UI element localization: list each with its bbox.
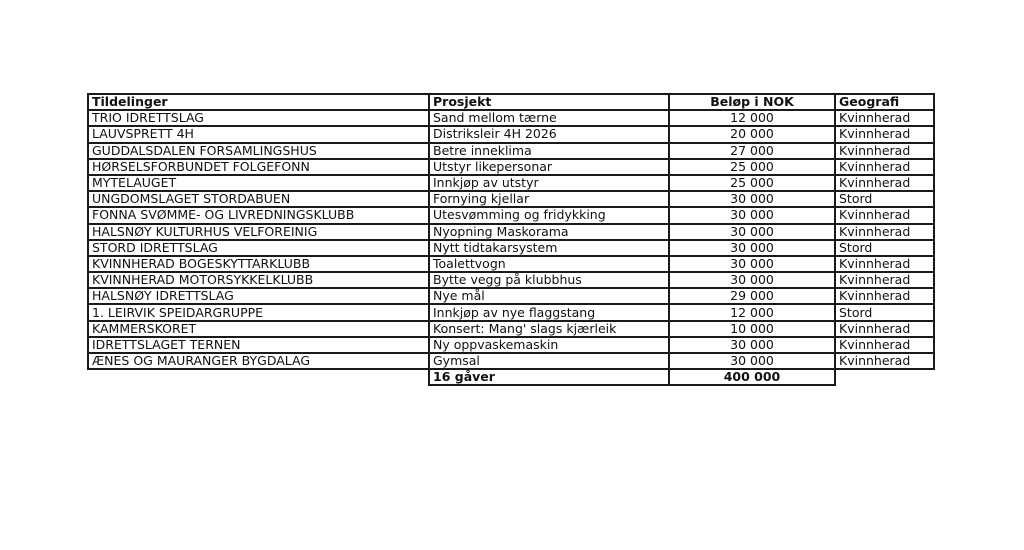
- header-geography: Geografi: [835, 94, 934, 110]
- cell-project: Betre inneklima: [429, 143, 669, 159]
- header-project: Prosjekt: [429, 94, 669, 110]
- table-body: [88, 110, 934, 369]
- cell-amount: 30 000: [669, 191, 835, 207]
- cell-organisation: ÆNES OG MAURANGER BYGDALAG: [88, 353, 429, 369]
- cell-geography: Kvinnherad: [835, 224, 934, 240]
- cell-organisation: MYTELAUGET: [88, 175, 429, 191]
- table-row: [88, 207, 934, 223]
- cell-organisation: LAUVSPRETT 4H: [88, 126, 429, 142]
- cell-geography: Kvinnherad: [835, 272, 934, 288]
- total-label: 16 gåver: [429, 369, 669, 385]
- cell-geography: Kvinnherad: [835, 321, 934, 337]
- table-row: [88, 143, 934, 159]
- cell-project: Nyopning Maskorama: [429, 224, 669, 240]
- cell-geography: Kvinnherad: [835, 207, 934, 223]
- cell-geography: Stord: [835, 240, 934, 256]
- cell-amount: 27 000: [669, 143, 835, 159]
- cell-amount: 30 000: [669, 240, 835, 256]
- cell-project: Konsert: Mang' slags kjærleik: [429, 321, 669, 337]
- cell-geography: Kvinnherad: [835, 110, 934, 126]
- cell-geography: Kvinnherad: [835, 175, 934, 191]
- cell-geography: Kvinnherad: [835, 126, 934, 142]
- cell-amount: 20 000: [669, 126, 835, 142]
- cell-project: Ny oppvaskemaskin: [429, 337, 669, 353]
- total-row: [88, 369, 934, 385]
- cell-geography: Stord: [835, 191, 934, 207]
- cell-amount: 30 000: [669, 224, 835, 240]
- grants-table: [87, 93, 935, 386]
- cell-geography: Kvinnherad: [835, 256, 934, 272]
- total-blank-cell: [835, 369, 934, 385]
- table-footer: [88, 369, 934, 385]
- cell-geography: Kvinnherad: [835, 159, 934, 175]
- cell-amount: 25 000: [669, 159, 835, 175]
- cell-organisation: KAMMERSKORET: [88, 321, 429, 337]
- cell-project: Distriksleir 4H 2026: [429, 126, 669, 142]
- cell-organisation: GUDDALSDALEN FORSAMLINGSHUS: [88, 143, 429, 159]
- header-amount: Beløp i NOK: [669, 94, 835, 110]
- cell-project: Gymsal: [429, 353, 669, 369]
- cell-geography: Kvinnherad: [835, 337, 934, 353]
- cell-project: Nye mål: [429, 288, 669, 304]
- cell-project: Fornying kjellar: [429, 191, 669, 207]
- table-row: [88, 272, 934, 288]
- cell-amount: 30 000: [669, 337, 835, 353]
- cell-organisation: KVINNHERAD MOTORSYKKELKLUBB: [88, 272, 429, 288]
- cell-amount: 10 000: [669, 321, 835, 337]
- cell-amount: 25 000: [669, 175, 835, 191]
- table-row: [88, 110, 934, 126]
- table-row: [88, 159, 934, 175]
- table-row: [88, 337, 934, 353]
- cell-amount: 30 000: [669, 256, 835, 272]
- cell-amount: 30 000: [669, 353, 835, 369]
- header-organisation: Tildelinger: [88, 94, 429, 110]
- cell-organisation: UNGDOMSLAGET STORDABUEN: [88, 191, 429, 207]
- total-amount: 400 000: [669, 369, 835, 385]
- cell-amount: 12 000: [669, 304, 835, 320]
- cell-project: Utesvømming og fridykking: [429, 207, 669, 223]
- total-blank-cell: [88, 369, 429, 385]
- table-row: [88, 353, 934, 369]
- cell-project: Toalettvogn: [429, 256, 669, 272]
- cell-project: Innkjøp av nye flaggstang: [429, 304, 669, 320]
- table-row: [88, 224, 934, 240]
- cell-organisation: HALSNØY KULTURHUS VELFOREINIG: [88, 224, 429, 240]
- cell-geography: Kvinnherad: [835, 353, 934, 369]
- cell-organisation: KVINNHERAD BOGESKYTTARKLUBB: [88, 256, 429, 272]
- table-row: [88, 240, 934, 256]
- table-row: [88, 321, 934, 337]
- cell-organisation: HALSNØY IDRETTSLAG: [88, 288, 429, 304]
- cell-organisation: 1. LEIRVIK SPEIDARGRUPPE: [88, 304, 429, 320]
- cell-organisation: HØRSELSFORBUNDET FOLGEFONN: [88, 159, 429, 175]
- cell-geography: Stord: [835, 304, 934, 320]
- cell-project: Sand mellom tærne: [429, 110, 669, 126]
- cell-organisation: TRIO IDRETTSLAG: [88, 110, 429, 126]
- cell-amount: 29 000: [669, 288, 835, 304]
- cell-amount: 30 000: [669, 207, 835, 223]
- table-row: [88, 304, 934, 320]
- header-row: [88, 94, 934, 110]
- cell-organisation: IDRETTSLAGET TERNEN: [88, 337, 429, 353]
- cell-geography: Kvinnherad: [835, 288, 934, 304]
- cell-amount: 12 000: [669, 110, 835, 126]
- table-row: [88, 126, 934, 142]
- table-row: [88, 191, 934, 207]
- cell-project: Innkjøp av utstyr: [429, 175, 669, 191]
- cell-geography: Kvinnherad: [835, 143, 934, 159]
- table-row: [88, 175, 934, 191]
- cell-organisation: FONNA SVØMME- OG LIVREDNINGSKLUBB: [88, 207, 429, 223]
- cell-project: Utstyr likepersonar: [429, 159, 669, 175]
- table-row: [88, 256, 934, 272]
- table-header: [88, 94, 934, 110]
- cell-organisation: STORD IDRETTSLAG: [88, 240, 429, 256]
- cell-project: Nytt tidtakarsystem: [429, 240, 669, 256]
- cell-project: Bytte vegg på klubbhus: [429, 272, 669, 288]
- table-row: [88, 288, 934, 304]
- cell-amount: 30 000: [669, 272, 835, 288]
